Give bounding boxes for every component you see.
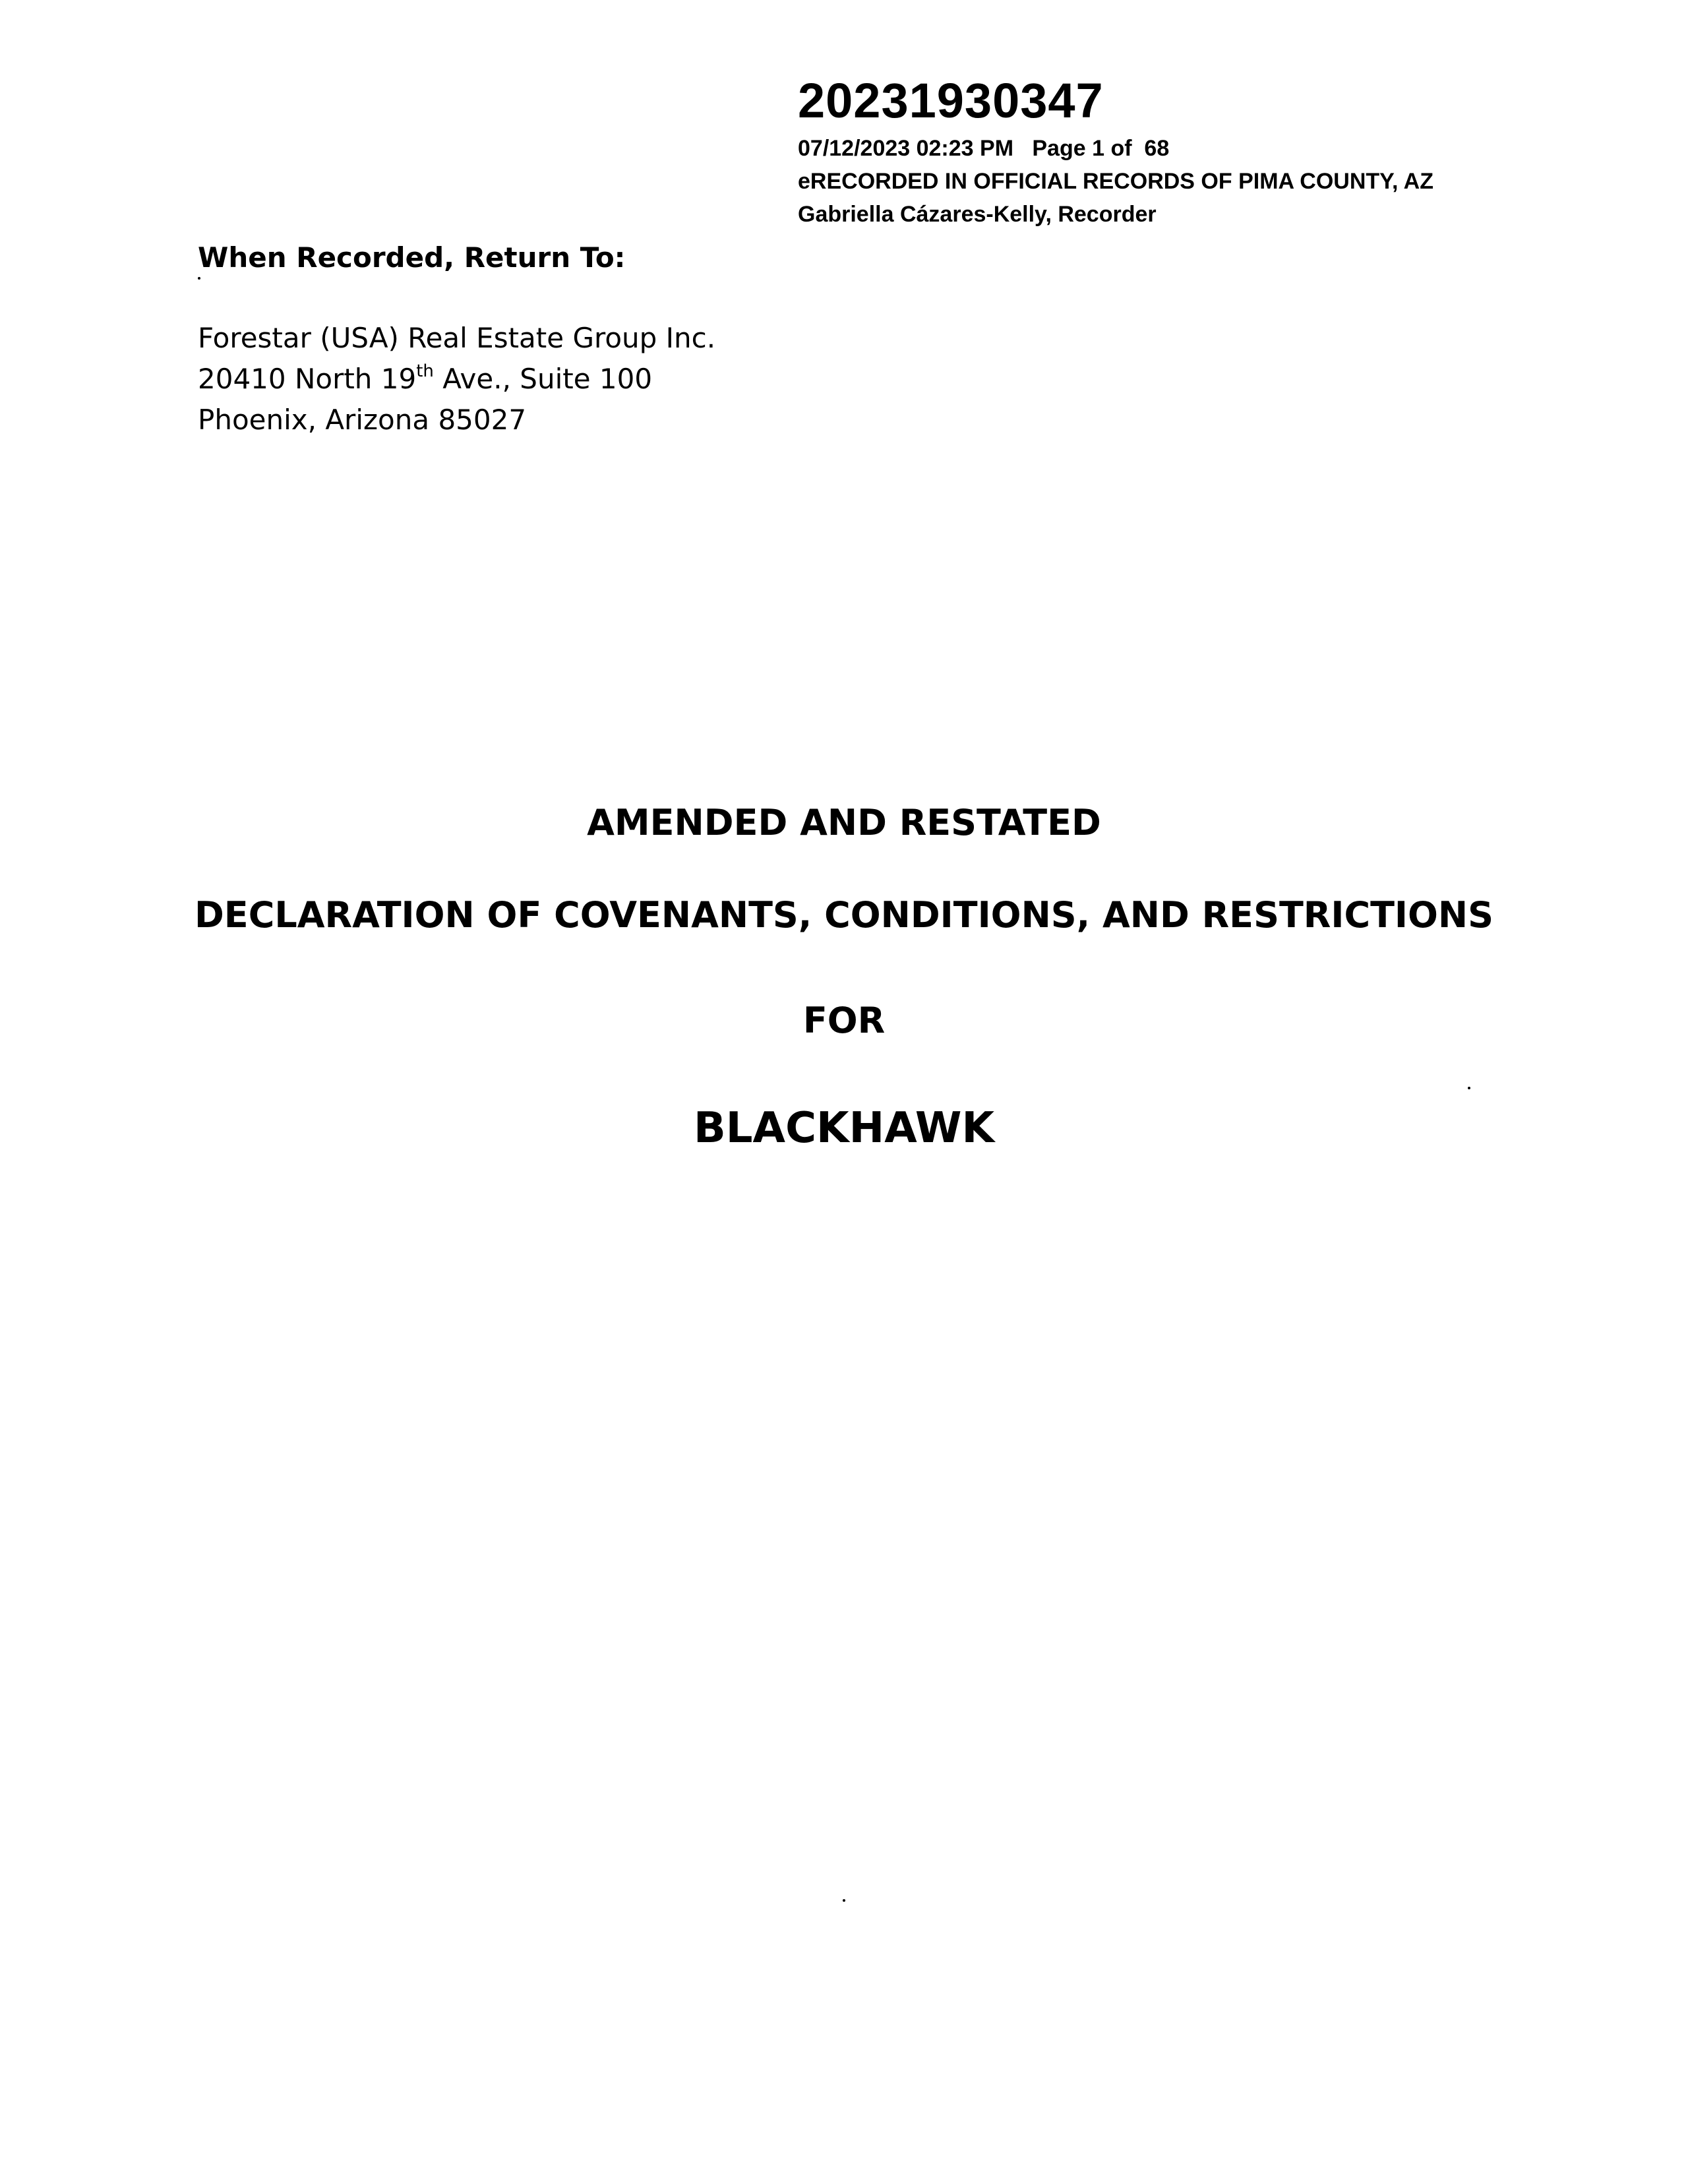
scan-speck [198, 277, 200, 280]
recording-datetime-line [798, 132, 1655, 165]
title-amended-restated: AMENDED AND RESTATED [587, 802, 1101, 843]
recorder-name: Gabriella Cázares-Kelly, Recorder [798, 202, 1157, 227]
recorded-official-records: eRECORDED IN OFFICIAL RECORDS OF PIMA COUNTY, AZ [798, 169, 1434, 194]
title-declaration: DECLARATION OF COVENANTS, CONDITIONS, AND RESTRICTIONS [194, 894, 1494, 936]
document-title [0, 797, 1688, 1158]
street-number: 20410 North 19 [198, 363, 417, 395]
title-community-name: BLACKHAWK [693, 1104, 995, 1153]
recording-stamp [798, 74, 1655, 231]
title-for: FOR [802, 1000, 886, 1041]
return-to-heading: When Recorded, Return To: [198, 241, 626, 274]
recording-datetime: 07/12/2023 02:23 PM [798, 136, 1014, 161]
street-remainder: Ave., Suite 100 [433, 363, 653, 395]
document-number: 20231930347 [798, 73, 1104, 128]
return-city-state-zip: Phoenix, Arizona 85027 [198, 404, 527, 436]
return-company: Forestar (USA) Real Estate Group Inc. [198, 322, 716, 354]
return-street [198, 359, 857, 400]
page-count: Page 1 of 68 [1032, 136, 1170, 161]
street-ordinal-suffix: th [416, 361, 434, 381]
scan-speck [843, 1899, 845, 1902]
scan-speck [1468, 1087, 1470, 1089]
return-to-block [198, 236, 857, 440]
